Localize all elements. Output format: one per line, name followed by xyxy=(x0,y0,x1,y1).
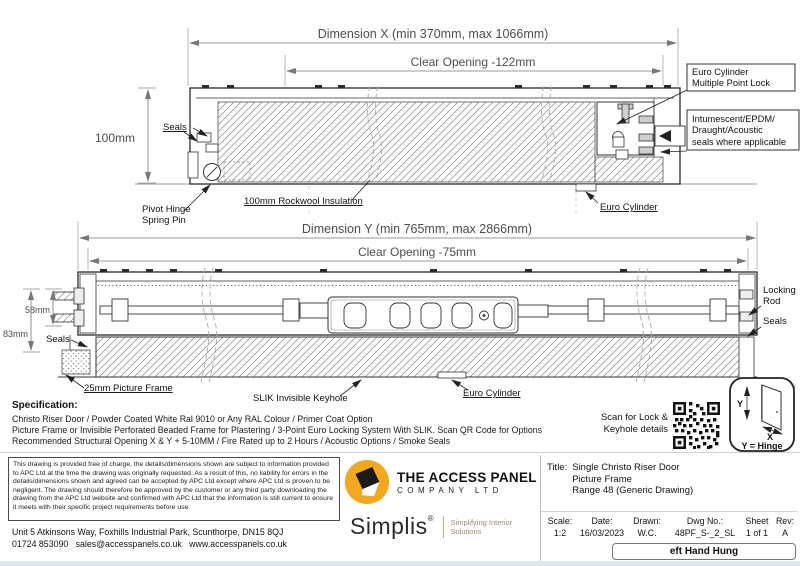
drawing-title-line-2: Picture Frame xyxy=(572,473,632,485)
sheet-label: Sheet xyxy=(745,516,769,526)
wall-hatch xyxy=(96,337,740,377)
drawn-value: W.C. xyxy=(637,528,657,538)
qr-caption-line-2: Keyhole details xyxy=(603,424,668,435)
logo-area xyxy=(344,459,540,540)
scale-value: 1:2 xyxy=(553,528,567,538)
date-label: Date: xyxy=(591,516,613,526)
panel-section-y xyxy=(54,268,795,387)
address-line-1: Unit 5 Atkinsons Way, Foxhills Industrial Park, Scunthorpe, DN15 8QJ xyxy=(12,527,284,537)
hinge-plate xyxy=(188,152,198,178)
seal-callout-line-3: seals where applicable xyxy=(692,137,787,147)
qr-caption-line-1: Scan for Lock & xyxy=(600,412,668,423)
specification-line: Christo Riser Door / Powder Coated White Ral 9010 or Any RAL Colour / Primer Coat Option xyxy=(12,414,373,424)
apc-logo-icon xyxy=(344,459,390,505)
drawing-title-line-3: Range 48 (Generic Drawing) xyxy=(572,485,694,496)
date-value: 16/03/2023 xyxy=(579,528,625,538)
euro-cylinder-tab xyxy=(576,184,596,191)
rev-value: A xyxy=(782,528,788,538)
specification-heading: Specification: xyxy=(12,400,78,411)
drawing-title-line-1: Single Christo Riser Door xyxy=(572,462,680,473)
pivot-hinge-label-2: Spring Pin xyxy=(142,215,186,226)
euro-cylinder-label-side: Euro Cylinder xyxy=(463,388,521,399)
apc-logo xyxy=(344,459,540,505)
logo-divider xyxy=(443,516,444,538)
hinge-y-label: Y xyxy=(736,399,743,409)
title-block-separator xyxy=(0,452,800,453)
drawing-info-fields xyxy=(541,511,797,538)
locking-rod-label-1: Locking xyxy=(763,285,796,296)
simplis-logo xyxy=(350,513,540,540)
disclaimer-box: This drawing is provided free of charge, the details/dimensions shown are subject to information provided to APC Ltd at the time the drawing was originally requested. As a result of this, no liability for errors in the details/dimensions shown and agreed can be accepted by APC Ltd except where APC Ltd is proven to be negligent. The drawing should therefore be approved by the customer or any third party downloading the drawing from the APC Ltd website and confirmed with APC Ltd that the information is still current to ensure it meets with their specific project requirements before use. xyxy=(8,457,340,521)
seal-callout-line-2: Draught/Acoustic xyxy=(692,125,763,135)
height-dimension xyxy=(95,88,156,183)
specification xyxy=(12,400,612,446)
keyhole-label: SLIK Invisible Keyhole xyxy=(253,393,348,404)
lock-callout-line-2: Multiple Point Lock xyxy=(692,78,771,88)
rev-label: Rev: xyxy=(775,516,795,526)
hand-hung-badge: eft Hand Hung xyxy=(612,543,796,560)
company-address xyxy=(12,526,287,550)
address-line-2: 01724 853090 sales@accesspanels.co.uk www.accesspanels.co.uk xyxy=(12,539,287,549)
hinge-diagram xyxy=(730,378,794,451)
dim-83-label: 83mm xyxy=(2,329,28,339)
apc-subname: COMPANY LTD xyxy=(397,485,503,495)
apc-name: THE ACCESS PANEL xyxy=(397,469,537,485)
clear-opening-y-label: Clear Opening -75mm xyxy=(357,245,477,259)
picture-frame-plaster xyxy=(62,350,90,374)
picture-frame-label: 25mm Picture Frame xyxy=(84,383,173,394)
height-dimension-label: 100mm xyxy=(94,131,135,145)
dwg-no-label: Dwg No.: xyxy=(686,516,724,526)
dwg-no-value: 48PF_S-_2_SL xyxy=(674,528,736,538)
seal-callout-line-1: Intumescent/EPDM/ xyxy=(692,114,775,124)
clear-opening-x-label: Clear Opening -122mm xyxy=(410,55,536,69)
right-end-cap xyxy=(739,274,755,333)
specification-line: Picture Frame or Invisible Perforated Beaded Frame for Plastering / 3-Point Euro Locking System With SLIK. Scan QR Code for Options xyxy=(12,424,542,435)
qr-code xyxy=(673,402,720,449)
sheet-bottom-edge xyxy=(0,561,800,566)
simplis-tagline-2: Solutions xyxy=(450,526,482,536)
insulation-label: 100mm Rockwool Insulation xyxy=(244,196,363,207)
lock-callout-line-1: Euro Cylinder xyxy=(692,67,749,77)
simplis-wordmark: Simplis xyxy=(350,513,428,539)
drawn-label: Drawn: xyxy=(633,516,661,526)
title-label: Title: xyxy=(547,462,568,473)
registered-mark: ® xyxy=(427,514,434,523)
dimension-y-label: Dimension Y (min 765mm, max 2866mm) xyxy=(301,222,533,236)
euro-cylinder-label-top: Euro Cylinder xyxy=(600,202,658,213)
euro-cylinder-tab-bottom xyxy=(438,372,466,378)
scale-label: Scale: xyxy=(547,516,573,526)
seal-block xyxy=(206,144,218,152)
panel-section-x xyxy=(188,85,685,213)
locking-rod-label-2: Rod xyxy=(763,296,781,307)
dim-58-label: 58mm xyxy=(24,305,50,315)
seals-label-right: Seals xyxy=(763,316,787,327)
simplis-tagline-1: Simplifying Interior xyxy=(450,517,513,527)
seals-label-left: Seals xyxy=(46,334,70,345)
central-lock-body xyxy=(328,297,518,333)
hinge-x-label: X xyxy=(766,432,774,442)
sheet-value: 1 of 1 xyxy=(745,528,768,538)
dimension-x-label: Dimension X (min 370mm, max 1066mm) xyxy=(317,27,549,41)
specification-line: Recommended Structural Opening X & Y + 5-10MM / Fire Rated up to 2 Hours / Acoustic Options / Smoke Seals xyxy=(12,435,451,446)
pivot-hinge-label-1: Pivot Hinge xyxy=(142,204,191,215)
seals-label-top: Seals xyxy=(163,122,187,133)
insulation-hatch-right xyxy=(595,157,663,182)
rockwool-insulation-hatch xyxy=(218,102,595,182)
hinge-note-label: Y = Hinge xyxy=(741,441,783,451)
top-view xyxy=(95,27,799,226)
